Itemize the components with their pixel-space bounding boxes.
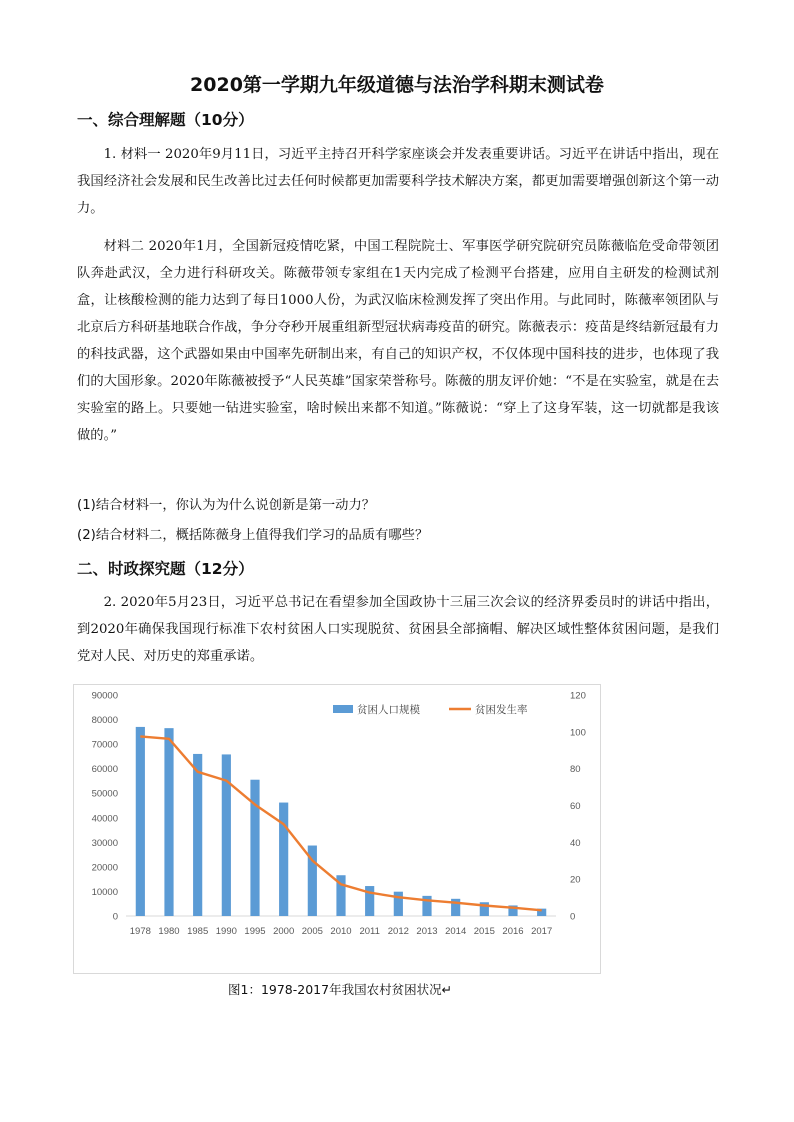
x-tick-label: 2005 <box>301 926 323 937</box>
y-right-tick-label: 40 <box>570 837 581 849</box>
y-left-tick-label: 50000 <box>91 788 118 800</box>
bar-poverty-population <box>193 754 202 916</box>
y-left-tick-label: 20000 <box>91 862 118 874</box>
legend-swatch-bar <box>333 705 353 713</box>
chart-svg <box>74 685 600 973</box>
y-right-tick-label: 0 <box>570 911 576 923</box>
y-left-tick-label: 30000 <box>91 837 118 849</box>
y-left-tick-label: 90000 <box>91 690 118 702</box>
x-tick-label: 2016 <box>502 926 524 937</box>
x-tick-label: 2011 <box>359 926 380 937</box>
x-tick-label: 2015 <box>473 926 495 937</box>
x-tick-label: 2000 <box>273 926 295 937</box>
x-tick-label: 1995 <box>244 926 266 937</box>
y-left-tick-label: 60000 <box>91 764 118 776</box>
bar-poverty-population <box>250 780 259 916</box>
q1-question-2: (2)结合材料二，概括陈薇身上值得我们学习的品质有哪些？ <box>77 528 429 543</box>
section-heading-1: 一、综合理解题（10分） <box>77 111 254 129</box>
x-tick-label: 2014 <box>445 926 467 937</box>
bar-poverty-population <box>279 803 288 916</box>
poverty-chart <box>73 684 601 974</box>
figure-caption: 图1：1978-2017年我国农村贫困状况↵ <box>228 982 453 997</box>
y-left-tick-label: 0 <box>112 911 118 923</box>
x-tick-label: 1978 <box>129 926 151 937</box>
x-tick-label: 2017 <box>531 926 553 937</box>
x-tick-label: 2013 <box>416 926 438 937</box>
y-right-tick-label: 80 <box>570 764 581 776</box>
x-tick-label: 2010 <box>330 926 352 937</box>
y-left-tick-label: 70000 <box>91 739 118 751</box>
x-tick-label: 1990 <box>215 926 237 937</box>
y-left-tick-label: 10000 <box>91 886 118 898</box>
y-right-tick-label: 100 <box>570 727 586 739</box>
x-tick-label: 1980 <box>158 926 180 937</box>
q1-material-2: 材料二 2020年1月，全国新冠疫情吃紧，中国工程院院士、军事医学研究院研究员陈薇临危受命带领团队奔赴武汉，全力进行科研攻关。陈薇带领专家组在1天内完成了检测平台搭建，应用自主研发的检测试剂盒，让核酸检测的能力达到了每日1000人份，为武汉临床检测发挥了突出作用。与此同时，陈薇率领团队与北京后方科研基地联合作战，争分夺秒开展重组新型冠状病毒疫苗的研究。陈薇表示：疫苗是终结新冠最有力的科技武器，这个武器如果由中国率先研制出来，有自己的知识产权，不仅体现中国科技的进步，也体现了我们的大国形象。2020年陈薇被授予“人民英雄”国家荣誉称号。陈薇的朋友评价她：“不是在实验室，就是在去实验室的路上。只要她一钻进实验室，啥时候出来都不知道。”陈薇说：“穿上了这身军装，这一切就都是我该做的。” <box>77 239 719 443</box>
section-heading-2: 二、时政探究题（12分） <box>77 560 254 578</box>
legend-label-bar: 贫困人口规模 <box>357 704 420 716</box>
y-left-tick-label: 40000 <box>91 813 118 825</box>
q1-material-1: 1. 材料一 2020年9月11日，习近平主持召开科学家座谈会并发表重要讲话。习近平在讲话中指出，现在我国经济社会发展和民生改善比过去任何时候都更加需要科学技术解决方案，都更加需要增强创新这个第一动力。 <box>77 147 719 216</box>
y-right-tick-label: 60 <box>570 801 581 812</box>
bar-poverty-population <box>394 892 403 916</box>
y-left-tick-label: 80000 <box>91 715 118 727</box>
q2-material: 2. 2020年5月23日，习近平总书记在看望参加全国政协十三届三次会议的经济界委员时的讲话中指出，到2020年确保我国现行标准下农村贫困人口实现脱贫、贫困县全部摘帽、解决区域性整体贫困问题，是我们党对人民、对历史的郑重承诺。 <box>77 595 719 664</box>
bar-poverty-population <box>164 728 173 916</box>
y-right-tick-label: 20 <box>570 874 581 886</box>
page-title: 2020第一学期九年级道德与法治学科期末测试卷 <box>190 74 604 96</box>
bar-poverty-population <box>136 727 145 916</box>
x-tick-label: 1985 <box>187 926 209 937</box>
y-right-tick-label: 120 <box>570 690 586 702</box>
q1-question-1: (1)结合材料一，你认为为什么说创新是第一动力？ <box>77 498 376 513</box>
x-tick-label: 2012 <box>387 926 409 937</box>
legend-label-line: 贫困发生率 <box>475 704 528 716</box>
